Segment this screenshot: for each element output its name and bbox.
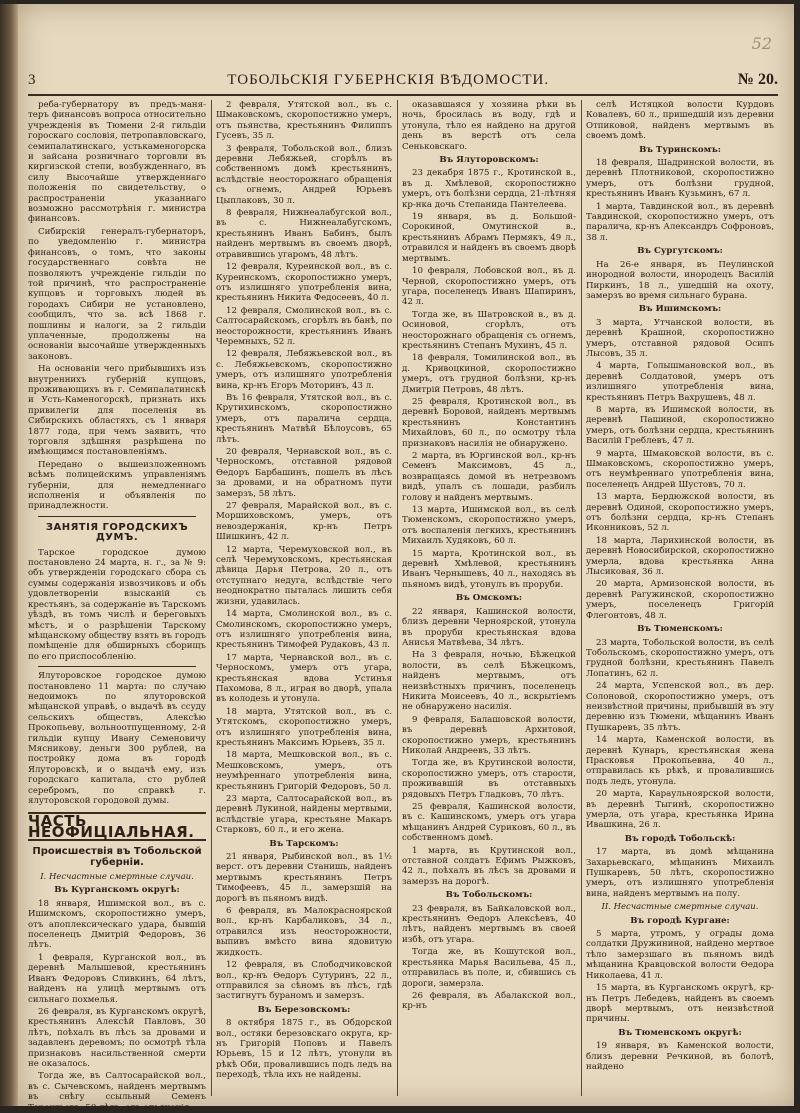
- issue-number: № 20.: [737, 71, 778, 88]
- paragraph: 12 февраля, въ Слободчиковской вол., кр-нъ Ѳедоръ Сутуринъ, 22 л., отправился за сѣномъ въ лѣсъ, гдѣ застигнутъ бураномъ и замерзъ.: [216, 960, 392, 1002]
- paragraph: 2 февраля, Утятской вол., въ с. Шмаковскомъ, скоропостижно умеръ, отъ пьянства, крестьянинъ Филиппъ Гусевъ, 35 л.: [216, 100, 392, 142]
- paragraph: Ялуторовское городское думою постановлено 11 марта: по случаю недоимокъ по ялуторовской мѣщанской управѣ, о выдачѣ въ ссуду сельскихъ обществъ, Алексѣю Прокопьеву, вольноотпущенному, 2-й гильдіи купцу Ивану Семеновичу Мясникову, деньги 300 рублей, на постройку дома въ городѣ Ялуторовскѣ, и о выдачѣ ему, изъ городскаго капитала, сто рублей серебромъ, по справкѣ г. ялуторовской городовой думы.: [28, 671, 206, 806]
- paragraph: 26 февраля, въ Абалакской вол., кр-нъ: [402, 990, 576, 1012]
- newspaper-title: ТОБОЛЬСКIЯ ГУБЕРНСКIЯ ВѢДОМОСТИ.: [227, 71, 550, 88]
- paragraph: На основаніи чего прибывшихъ изъ внутреннихъ губерній купцовъ, проживающихъ въ г. Семипалатинскѣ и Усть-Каменогорскѣ, признать ихъ привилегіи для поселенія въ Сибирскихъ областяхъ, съ 1 января 1877 года, при чемъ заявить, что торговля здѣшняя разрѣшена по имѣющимся постановленіямъ.: [28, 364, 206, 458]
- newspaper-page: [18, 4, 794, 1113]
- paragraph: Тогда же, въ Салтосарайской вол., въ с. Сычевскомъ, найденъ мертвымъ въ снѣгу ссыльный Семенъ Терентьевъ, 50 лѣтъ, отъ опьяненія.: [28, 1071, 206, 1113]
- paragraph: 2 марта, въ Юргинской вол., кр-нъ Семенъ Максимовъ, 45 л., возвращаясь домой въ нетрезвомъ видѣ, упалъ съ лошади, разбилъ голову и найденъ мертвымъ.: [402, 451, 576, 503]
- paragraph: Тогда же, въ Кошутской вол., крестьянка Марья Васильева, 45 л., отправилась въ поле, и, сбившись съ дороги, замерзла.: [402, 947, 576, 989]
- paragraph: 23 февраля, въ Байкаловской вол., крестьянинъ Ѳедоръ Алексѣевъ, 40 лѣтъ, найденъ мертвымъ въ своей избѣ, отъ угара.: [402, 903, 576, 945]
- paragraph: 1 марта, Тавдинской вол., въ деревнѣ Тавдинской, скоропостижно умеръ, отъ паралича, кр-нъ Александръ Софроновъ, 38 л.: [586, 201, 774, 243]
- paragraph: 12 марта, Черемуховской вол., въ селѣ Черемуховскомъ, крестьянская дѣвица Дарья Петрова, 20 л., отъ отступнаго недуга, вслѣдствіе чего неоднократно пыталась лишить себя жизни, удавилась.: [216, 544, 392, 607]
- divider: [38, 516, 196, 517]
- paragraph: На 26-е января, въ Пеулинской инородной волости, инородецъ Василій Пиркинъ, 18 л., ушедшій на охоту, замерзъ во время сильнаго бурана.: [586, 259, 774, 301]
- paragraph: 15 марта, Кротинской вол., въ деревнѣ Хмѣлевой, крестьянинъ Иванъ Чернышевъ, 40 л., находясь въ пьяномъ видѣ, утонулъ въ проруби.: [402, 548, 576, 590]
- book-binding: [0, 4, 18, 1106]
- section-heading-incidents: Происшествія въ Тобольской губерніи.: [32, 846, 202, 868]
- district-heading: Въ Ялуторовскомъ:: [439, 155, 539, 166]
- district-heading: Въ Туринскомъ:: [639, 144, 721, 155]
- paragraph: 14 марта, Каменской волости, въ деревнѣ Кунаръ, крестьянская жена Прасковья Прокопьевна, 40 л., отправилась къ рѣкѣ, и провалившись подъ ледъ, утонула.: [586, 735, 774, 787]
- paragraph: 3 февраля, Тобольской вол., близъ деревни Лебяжьей, сгорѣлъ въ собственномъ домѣ крестьянинъ, вслѣдствіе неосторожнаго обращенія съ огнемъ, Андрей Юрьевъ Цыплаковъ, 30 л.: [216, 143, 392, 206]
- paragraph: 4 марта, Голышмановской вол., въ деревнѣ Солдатовой, умеръ отъ излишняго употребленія вина, крестьянинъ Петръ Вахрушевъ, 48 л.: [586, 361, 774, 403]
- district-heading: Въ городѣ Тобольскѣ:: [624, 833, 736, 844]
- page-header: [28, 66, 778, 96]
- paragraph: 12 февраля, Смолинской вол., въ с. Салтосарайскомъ, сгорѣлъ въ банѣ, по неосторожности, крестьянинъ Иванъ Черемныхъ, 52 л.: [216, 305, 392, 347]
- paragraph: 20 марта, Армизонской волости, въ деревнѣ Рагужинской, скоропостижно умеръ, поселенецъ Григорій Флегонтовъ, 48 л.: [586, 579, 774, 621]
- paragraph: 23 декабря 1875 г., Кротинской в., въ д. Хмѣлевой, скоропостижно умеръ, отъ болѣзни сердца, 21-лѣтняя кр-нка дочь Степанида Пантелеева.: [402, 168, 576, 210]
- paragraph: Тогда же, въ Шатровской в., въ д. Осиновой, сгорѣлъ, отъ неосторожнаго обращенія съ огнемъ, крестьянинъ Степанъ Мухинъ, 45 л.: [402, 309, 576, 351]
- paragraph: 23 марта, Салтосарайской вол., въ деревнѣ Лукиной, найдены мертвыми, вслѣдствіе угара, крестьяне Макаръ Старковъ, 60 л., и его жена.: [216, 794, 392, 836]
- district-heading: Въ Сургутскомъ:: [637, 246, 723, 257]
- column-divider: [581, 100, 582, 1096]
- district-heading: Въ Березовскомъ:: [257, 1004, 351, 1015]
- column-1: [28, 100, 206, 1113]
- paragraph: 15 марта, въ Курганскомъ округѣ, кр-нъ Петръ Лебедевъ, найденъ въ своемъ дворѣ мертвымъ, отъ неизвѣстной причины.: [586, 983, 774, 1025]
- paragraph: 18 марта, Мешковской вол., въ с. Мешковскомъ, умеръ, отъ неумѣреннаго употребленія вина, крестьянинъ Григорій Федоровъ, 50 л.: [216, 750, 392, 792]
- district-heading: Въ Омскомъ:: [455, 593, 523, 604]
- text-columns: [28, 100, 780, 1113]
- paragraph: 19 января, въ Каменской волости, близъ деревни Речкиной, въ болотѣ, найдено: [586, 1041, 774, 1072]
- district-heading: Въ Курганскомъ округѣ:: [54, 885, 180, 896]
- paragraph: 9 февраля, Балашовской волости, въ деревнѣ Архитовой, скоропостижно умеръ, крестьянинъ Николай Андреевъ, 33 лѣтъ.: [402, 714, 576, 756]
- subheading: I. Несчастные смертные случаи.: [40, 872, 194, 883]
- column-divider: [397, 100, 398, 1096]
- paragraph: 14 марта, Смолинской вол., въ с. Смолинскомъ, скоропостижно умеръ, отъ излишняго употребленія вина, крестьянинъ Тимофей Рудаковъ, 43 л.: [216, 609, 392, 651]
- paragraph: Тогда же, въ Крутинской волости, скоропостижно умеръ, отъ старости, проживавшій въ отставныхъ рядовыхъ Петръ Гладковъ, 70 лѣтъ.: [402, 758, 576, 800]
- paragraph: реба-губернатору въ предъ-маня-теръ финансовъ вопроса относительно учрежденія въ Тюмени 2-й гильдіи гороскаго сословія, петропавловскаго, семипалатинскаго, устькаменогорска и зайсана розничнаго торговли въ киргизской степи, возбужденнаго, въ силу Высочайше утвержденнаго положенія по свидетельству, о распространеніи указаннаго возможно рассмотрѣнія г. министра финансовъ.: [28, 100, 206, 225]
- paragraph: селѣ Истяцкой волости Курдовъ Ковалевъ, 60 л., пришедшій изъ деревни Отпиковой, найденъ мертвымъ въ своемъ домѣ.: [586, 100, 774, 142]
- district-heading: Въ Ишимскомъ:: [638, 304, 722, 315]
- handwritten-page-note: 52: [751, 34, 772, 53]
- paragraph: оказавшаяся у хозяина рѣки въ ночь, бросилась въ воду, гдѣ и утонула, тѣло ея найдено на другой день въ верстѣ отъ села Сеньковскаго.: [402, 100, 576, 152]
- paragraph: 17 марта, Чернавской вол., въ с. Черноскомъ, умеръ отъ угара, крестьянская вдова Устинья Пахомова, 8 л., играя во дворѣ, упала въ колодезь и утонула.: [216, 652, 392, 705]
- column-2: [216, 100, 392, 1096]
- paragraph: 22 января, Кашинской волости, близъ деревни Черноярской, утонула въ проруби крестьянская вдова Анисья Матвѣева, 34 лѣтъ.: [402, 606, 576, 648]
- paragraph: 23 марта, Тобольской волости, въ селѣ Тобольскомъ, скоропостижно умеръ, отъ грудной болѣзни, крестьянинъ Павелъ Лопатинъ, 62 л.: [586, 637, 774, 679]
- paragraph: 18 февраля, Томилинской вол., въ д. Кривоцкиной, скоропостижно умеръ, отъ грудной болѣзни, кр-нъ Дмитрій Петровъ, 48 лѣтъ.: [402, 353, 576, 395]
- paragraph: 25 февраля, Кротинской вол., въ деревнѣ Боровой, найденъ мертвымъ крестьянинъ Константинъ Михайловъ, 60 л., по осмотру тѣла признаковъ насилія не обнаружено.: [402, 396, 576, 449]
- paragraph: 5 марта, утромъ, у ограды дома солдатки Дружининой, найдено мертвое тѣло замерзшаго въ пьяномъ видѣ мѣщанина Кравцовской волости Ѳедора Николаева, 41 л.: [586, 929, 774, 981]
- paragraph: 25 февраля, Кашинской волости, въ с. Кашинскомъ, умеръ отъ угара мѣщанинъ Андрей Суриковъ, 60 л., въ собственномъ домѣ.: [402, 802, 576, 844]
- column-4: [586, 100, 774, 1096]
- district-heading: Въ Тобольскомъ:: [445, 890, 533, 901]
- district-heading: Въ Тарскомъ:: [269, 838, 339, 849]
- section-heading-city-dumas: ЗАНЯТІЯ ГОРОДСКИХЪ ДУМЪ.: [45, 521, 189, 544]
- paragraph: 9 марта, Шмаковской волости, въ с. Шмаковскомъ, скоропостижно умеръ, отъ неумѣреннаго употребленія вина, поселенецъ Андрей Шустовъ, 70 л.: [586, 448, 774, 490]
- paragraph: 18 февраля, Шадринской волости, въ деревнѣ Плотниковой, скоропостижно умеръ, отъ болѣзни грудной, крестьянинъ Иванъ Кузьминъ, 67 л.: [586, 158, 774, 200]
- paragraph: 1 февраля, Курганской вол., въ деревнѣ Малышевой, крестьянинъ Иванъ Федоровъ Сливкинъ, 64 лѣтъ, найденъ на улицѣ мертвымъ отъ сильнаго похмелья.: [28, 952, 206, 1005]
- paragraph: 24 марта, Успенской вол., въ дер. Солоновой, скоропостижно умеръ, отъ неизвѣстной причины, прибывшій въ эту деревню изъ Тюмени, мѣщанинъ Иванъ Пушкаревъ, 35 лѣтъ.: [586, 681, 774, 733]
- paragraph: 8 октября 1875 г., въ Обдорской вол., остяки березовскаго округа, кр-нъ Григорій Поповъ и Павелъ Юрьевъ, 15 и 12 лѣтъ, утонули въ рѣкѣ Оби, провалившись подъ ледъ на переходѣ, тѣла ихъ не найдены.: [216, 1018, 392, 1081]
- paragraph: 18 марта, Утятской вол., въ с. Утятскомъ, скоропостижно умеръ, отъ излишняго употребленія вина, крестьянинъ Максимъ Юрьевъ, 35 л.: [216, 706, 392, 748]
- paragraph: 12 февраля, Лебяжьевской вол., въ с. Лебяжьевскомъ, скоропостижно умеръ, отъ излишняго употребленія вина, кр-нъ Егоръ Моторинъ, 43 л.: [216, 349, 392, 391]
- paragraph: 6 февраля, въ Малокрасноярской вол., кр-нъ Карбаликовъ, 34 л., отравился изъ неосторожности, выпивъ вмѣсто вина ядовитую жидкость.: [216, 906, 392, 958]
- paragraph: 26 февраля, въ Курганскомъ округѣ, крестьянинъ Алексѣй Павловъ, 30 лѣтъ, поѣхалъ въ лѣсъ за дровами и задавленъ деревомъ; по осмотрѣ тѣла признаковъ насильственной смерти не оказалось.: [28, 1006, 206, 1069]
- divider: [38, 666, 196, 667]
- page-number: 3: [28, 71, 39, 88]
- paragraph: Передано о вышеизложенномъ всѣмъ полицейскимъ управленіямъ губерніи, для немедленнаго исполненія и объявленія по принадлежности.: [28, 459, 206, 512]
- paragraph: Сибирскій генералъ-губернаторъ, по уведомленію г. министра финансовъ, о томъ, что законы государственнаго совѣта не позволяютъ учрежденіе гильдіи по той причинѣ, что распространеніе купцовъ и торговыхъ людей въ городахъ Сибири не установлено, сообщилъ, что за. всѣ 1868 г. пошлины и налоги, за 2 гильдіи уплаченные, продолжены на основаніи высочайше утвержденныхъ законовъ.: [28, 226, 206, 362]
- paragraph: 21 января, Рыбинской вол., въ 1½ верст. отъ деревни Станишь, найденъ мертвымъ крестьянинъ Петръ Тимофеевъ, 45 л., замерзшій на дорогѣ въ пьяномъ видѣ.: [216, 852, 392, 904]
- paragraph: 13 марта, Ишимской вол., въ селѣ Тюменскомъ, скоропостижно умеръ, отъ воспаленія легкихъ, крестьянинъ Михаилъ Худяковъ, 60 л.: [402, 505, 576, 547]
- paragraph: Въ 16 февраля, Утятской вол., въ с. Крутихинскомъ, скоропостижно умеръ, отъ паралича сердца, крестьянинъ Матвѣй Бѣлоусовъ, 65 лѣтъ.: [216, 392, 392, 445]
- paragraph: 18 марта, Ларихинской волости, въ деревнѣ Новосибирской, скоропостижно умерла, вдова крестьянка Анна Лысиковая, 36 л.: [586, 535, 774, 578]
- district-heading: Въ Тюменскомъ округѣ:: [618, 1027, 742, 1038]
- paragraph: 12 февраля, Куреинской вол., въ с. Куреинскомъ, скоропостижно умеръ, отъ излишняго употребленія вина, крестьянинъ Никита Федосеевъ, 40 л.: [216, 262, 392, 304]
- paragraph: 18 января, Ишимской вол., въ с. Ишимскомъ, скоропостижно умеръ, отъ апоплексическаго удара, бывшій поселенецъ Дмитрій Федоровъ, 36 лѣтъ.: [28, 898, 206, 951]
- paragraph: Тарское городское думою постановлено 24 марта, н. г., за № 9: объ утвержденіи городскаго сбора съ суммы содержанія извозчиковъ и объ удовлетвореніи взысканій съ крестьянъ, за содержаніе въ Тарскомъ уѣздѣ, въ томъ числѣ и береговыхъ мѣстъ, и о разрѣшеніи Тарскому мѣщанскому обществу взять въ городъ помѣщеніе для обширныхъ сборищъ по его приспособленію.: [28, 547, 206, 662]
- paragraph: 20 марта, Караульноярской волости, въ деревнѣ Тыгинѣ, скоропостижно умерла, отъ угара, крестьянка Ирина Ивашкина, 26 л.: [586, 789, 774, 831]
- column-3: [402, 100, 576, 1096]
- paragraph: 1 марта, въ Крутинской вол., отставной солдатъ Ефимъ Рыжковъ, 42 л., поѣхалъ въ лѣсъ за дровами и замерзъ на дорогѣ.: [402, 845, 576, 887]
- paragraph: 3 марта, Утчанской волости, въ деревнѣ Крашной, скоропостижно умеръ, отставной рядовой Осипъ Лысовъ, 35 л.: [586, 317, 774, 359]
- paragraph: 8 марта, въ Ишимской волости, въ деревнѣ Пашиной, скоропостижно умеръ, отъ болѣзни сердца, крестьянинъ Василій Греблевъ, 47 л.: [586, 404, 774, 447]
- paragraph: 8 февраля, Нижнеалабугской вол., въ с. Нижнеалабугскомъ, крестьянинъ Иванъ Бабинъ, былъ найденъ мертвымъ въ своемъ дворѣ, отравившись угаромъ, 48 лѣтъ.: [216, 208, 392, 260]
- district-heading: Въ Тюменскомъ:: [637, 624, 723, 635]
- paragraph: 17 марта, въ домѣ мѣщанина Захарьевскаго, мѣщанинъ Михаилъ Пушкаревъ, 50 лѣтъ, скоропостижно умеръ, отъ излишняго употребленія вина, найденъ мертвымъ на полу.: [586, 847, 774, 899]
- paragraph: 19 января, въ д. Большой-Сорокиной, Омутинской в., крестьянинъ Абрамъ Пермякъ, 49 л., отравился и найденъ въ своемъ дворѣ мертвымъ.: [402, 212, 576, 264]
- subheading: II. Несчастные смертные случаи.: [601, 902, 759, 913]
- paragraph: 27 февраля, Марайской вол., въ с. Моршиховскомъ, умеръ, отъ невоздержанія, кр-нъ Петръ Шишкинъ, 42 л.: [216, 501, 392, 543]
- section-heading-unofficial: ЧАСТЬ НЕОФИЦІАЛЬНАЯ.: [28, 812, 206, 841]
- district-heading: Въ городѣ Кургане:: [630, 915, 730, 926]
- paragraph: На 3 февраля, ночью, Бѣжецкой волости, въ селѣ Бѣжецкомъ, найденъ мертвымъ, отъ неизвѣстныхъ причинъ, поселенецъ Никита Моисеевъ, 40 л., вскрытіемъ не обнаружено насилія.: [402, 650, 576, 713]
- column-divider: [211, 100, 212, 1096]
- paragraph: 20 февраля, Чернавской вол., въ с. Черноскомъ, отставной рядовой Ѳедоръ Барбашинъ, пошелъ въ лѣсъ за дровами, и на обратномъ пути замерзъ, 58 лѣтъ.: [216, 447, 392, 499]
- paragraph: 10 февраля, Лобовской вол., въ д. Черной, скоропостижно умеръ, отъ угара, поселенецъ Иванъ Шапиринъ, 42 л.: [402, 266, 576, 308]
- paragraph: 13 марта, Бердюжской волости, въ деревнѣ Одиной, скоропостижно умеръ, отъ болѣзни сердца, кр-нъ Степанъ Иконниковъ, 52 л.: [586, 492, 774, 534]
